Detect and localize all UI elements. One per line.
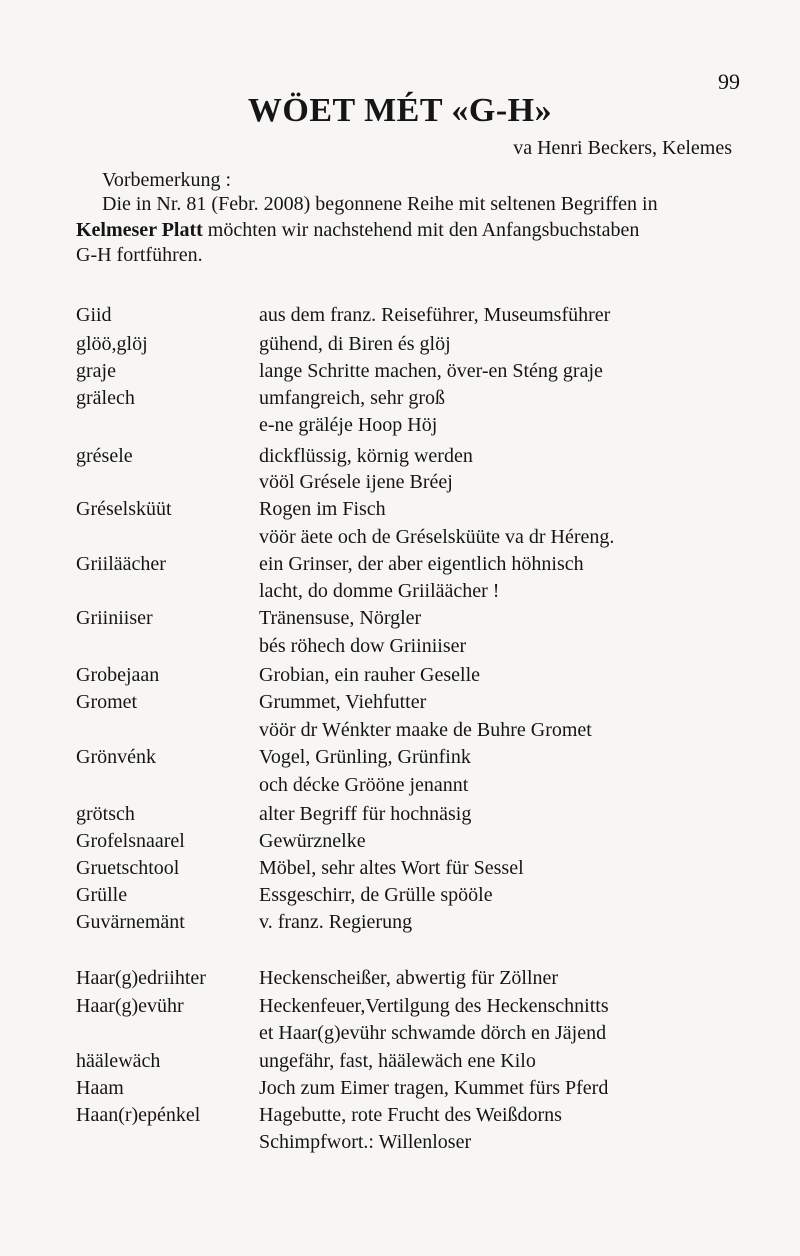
entry-definition: gühend, di Biren és glöj [259, 333, 451, 355]
entry-term: Haam [76, 1077, 124, 1099]
entry-term: Giid [76, 304, 112, 326]
entry-term: Grofelsnaarel [76, 830, 185, 852]
entry-example: och décke Grööne jenannt [259, 774, 469, 796]
entry-definition: dickflüssig, körnig werden [259, 445, 473, 467]
entry-term: Grönvénk [76, 746, 156, 768]
entry-term: graje [76, 360, 116, 382]
entry-example: vööl Grésele ijene Bréej [259, 471, 453, 493]
entry-term: glöö,glöj [76, 333, 148, 355]
entry-definition: Heckenfeuer,Vertilgung des Heckenschnitts [259, 995, 609, 1017]
intro-dialect-name: Kelmeser Platt [76, 218, 203, 241]
entry-definition: Tränensuse, Nörgler [259, 607, 422, 629]
entry-example: et Haar(g)evühr schwamde dörch en Jäjend [259, 1022, 607, 1044]
entry-term: Gruetschtool [76, 857, 180, 879]
entry-example: vöör äete och de Gréselsküüte va dr Héreng. [259, 526, 615, 548]
entry-term: grälech [76, 387, 135, 409]
entry-example: e-ne gräléje Hoop Höj [259, 414, 438, 436]
entry-example: Schimpfwort.: Willenloser [259, 1131, 472, 1153]
entry-definition: umfangreich, sehr groß [259, 387, 446, 409]
article-author: va Henri Beckers, Kelemes [513, 137, 732, 159]
entry-example: vöör dr Wénkter maake de Buhre Gromet [259, 719, 592, 741]
entry-term: Gromet [76, 691, 138, 713]
entry-definition: Gewürznelke [259, 830, 366, 852]
entry-definition: lange Schritte machen, över-en Sténg graje [259, 360, 603, 382]
entry-term: Griiniiser [76, 607, 153, 629]
entry-term: Haar(g)evühr [76, 995, 184, 1017]
entry-term: grésele [76, 445, 133, 467]
intro-label: Vorbemerkung : [102, 169, 232, 191]
entry-definition: Möbel, sehr altes Wort für Sessel [259, 857, 524, 879]
entry-term: Grülle [76, 884, 128, 906]
entry-definition: v. franz. Regierung [259, 911, 413, 933]
entry-definition: Vogel, Grünling, Grünfink [259, 746, 471, 768]
entry-term: Griiläächer [76, 553, 166, 575]
entry-example: bés röhech dow Griiniiser [259, 635, 467, 657]
entry-definition: aus dem franz. Reiseführer, Museumsführer [259, 304, 611, 326]
entry-definition: Rogen im Fisch [259, 498, 386, 520]
entry-term: häälewäch [76, 1050, 161, 1072]
entry-definition: Joch zum Eimer tragen, Kummet fürs Pferd [259, 1077, 609, 1099]
intro-line-3: G-H fortführen. [76, 244, 203, 266]
entry-term: grötsch [76, 803, 135, 825]
entry-definition: ein Grinser, der aber eigentlich höhnisch [259, 553, 584, 575]
entry-definition: alter Begriff für hochnäsig [259, 803, 472, 825]
entry-definition: Grummet, Viehfutter [259, 691, 427, 713]
page-number: 99 [718, 69, 740, 94]
article-title: WÖET MÉT «G-H» [247, 92, 553, 129]
entry-definition: Hagebutte, rote Frucht des Weißdorns [259, 1104, 562, 1126]
entry-term: Gréselsküüt [76, 498, 172, 520]
intro-line-2-rest: möchten wir nachstehend mit den Anfangsbuchstaben [202, 218, 640, 241]
entry-term: Guvärnemänt [76, 911, 185, 933]
entry-definition: Essgeschirr, de Grülle spööle [259, 884, 493, 906]
entry-example: lacht, do domme Griiläächer ! [259, 580, 500, 602]
entry-term: Haan(r)epénkel [76, 1104, 201, 1126]
entry-term: Haar(g)edriihter [76, 967, 206, 989]
entry-definition: Grobian, ein rauher Geselle [259, 664, 481, 686]
entry-definition: Heckenscheißer, abwertig für Zöllner [259, 967, 559, 989]
entry-definition: ungefähr, fast, häälewäch ene Kilo [259, 1050, 536, 1072]
entry-term: Grobejaan [76, 664, 160, 686]
intro-line-1: Die in Nr. 81 (Febr. 2008) begonnene Reihe mit seltenen Begriffen in [102, 193, 658, 215]
